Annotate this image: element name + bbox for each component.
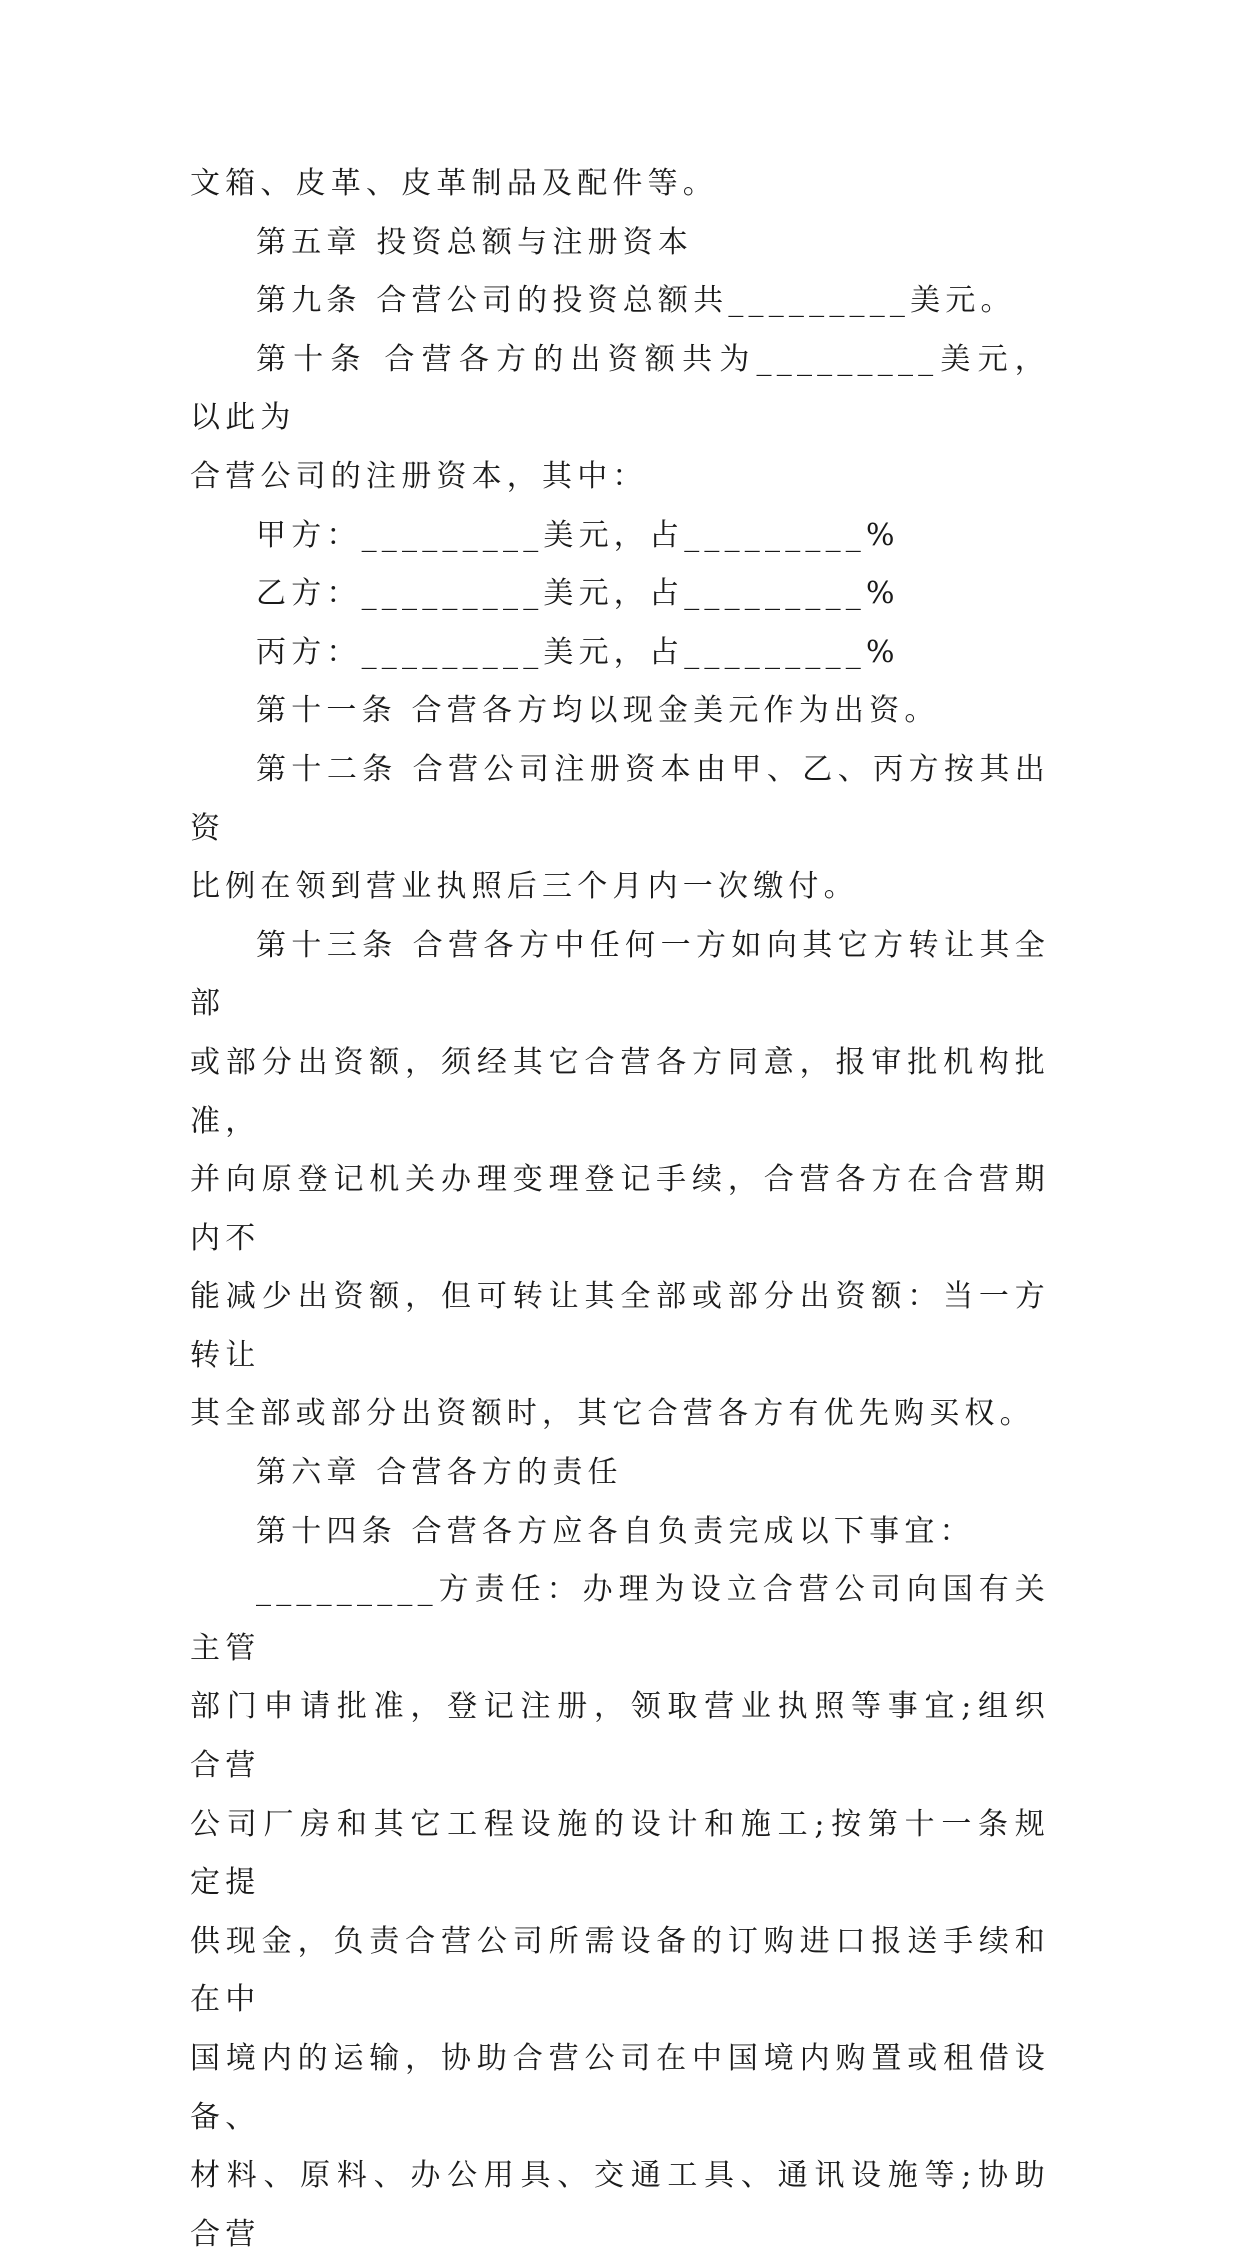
text-line: 文箱、皮革、皮革制品及配件等。 [190,166,718,201]
responsibility-line: _________方责任：办理为设立合营公司向国有关主管 [190,1572,1050,1666]
party-a-share: 甲方：_________美元，占_________% [256,517,900,553]
chapter-heading: 第六章 合营各方的责任 [256,1455,623,1491]
article-line: 第九条 合营公司的投资总额共_________美元。 [256,283,1016,319]
article-line: 第十三条 合营各方中任何一方如向其它方转让其全部 [190,927,1050,1022]
chapter-heading: 第五章 投资总额与注册资本 [256,224,694,260]
text-line: 其全部或部分出资额时，其它合营各方有优先购买权。 [190,1396,1035,1432]
document-body [190,155,1050,2264]
text-line: 部门申请批准，登记注册，领取营业执照等事宜;组织合营 [190,1689,1050,1784]
text-line: 或部分出资额，须经其它合营各方同意，报审批机构批准， [190,1044,1050,1139]
text-line: 合营公司的注册资本，其中： [190,458,648,494]
text-line: 供现金，负责合营公司所需设备的订购进口报送手续和在中 [190,1923,1050,2018]
party-c-share: 丙方：_________美元，占_________% [256,634,900,670]
article-line: 第十四条 合营各方应各自负责完成以下事宜： [256,1513,975,1549]
article-line: 第十条 合营各方的出资额共为_________美元，以此为 [190,341,1050,436]
article-line: 第十二条 合营公司注册资本由甲、乙、丙方按其出资 [190,751,1050,846]
text-line: 能减少出资额，但可转让其全部或部分出资额：当一方转让 [190,1279,1050,1373]
text-line: 并向原登记机关办理变理登记手续，合营各方在合营期内不 [190,1162,1050,1256]
text-line: 材料、原料、办公用具、交通工具、通讯设施等;协助合营 [190,2158,1050,2252]
party-b-share: 乙方：_________美元，占_________% [256,576,900,612]
text-line: 比例在领到营业执照后三个月内一次缴付。 [190,869,859,905]
text-line: 公司厂房和其它工程设施的设计和施工;按第十一条规定提 [190,1806,1050,1901]
text-line: 国境内的运输，协助合营公司在中国境内购置或租借设备、 [190,2041,1050,2135]
article-line: 第十一条 合营各方均以现金美元作为出资。 [256,693,940,729]
